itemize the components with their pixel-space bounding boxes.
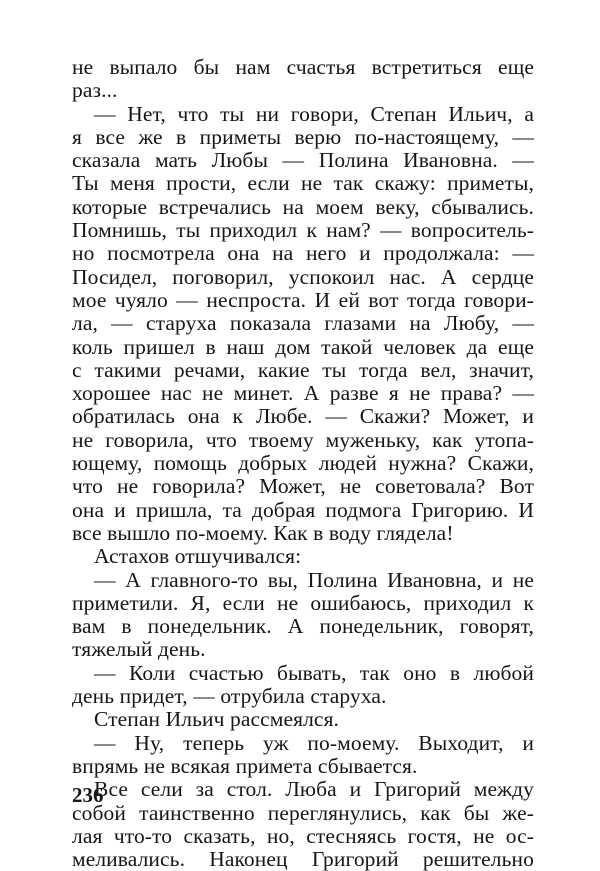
text-line: с такими речами, какие ты тогда вел, значит, <box>72 357 534 382</box>
text-line: тяжелый день. <box>72 637 206 662</box>
text-line: — Нет, что ты ни говори, Степан Ильич, а <box>94 101 534 126</box>
text-line: ющему, помощь добрых людей нужна? Скажи, <box>72 451 534 476</box>
text-line: она и пришла, та добрая подмога Григорию. И <box>72 497 534 522</box>
text-line: лая что-то сказать, но, стесняясь гостя, не ос- <box>72 823 534 848</box>
text-line: впрямь не всякая примета сбывается. <box>72 753 418 778</box>
text-line: Все сели за стол. Люба и Григорий между <box>94 777 534 802</box>
text-line: не выпало бы нам счастья встретиться еще <box>72 55 534 79</box>
text-line: коль пришел в наш дом такой человек да еще <box>72 334 534 359</box>
text-line: приметили. Я, если не ошибаюсь, приходил к <box>72 590 534 615</box>
text-line: вам в понедельник. А понедельник, говорят, <box>72 614 534 639</box>
text-line: — Ну, теперь уж по-моему. Выходит, и <box>94 730 534 755</box>
text-line: что не говорила? Может, не советовала? Вот <box>72 474 534 499</box>
text-line: все вышло по-моему. Как в воду глядела! <box>72 520 454 545</box>
text-line: которые встречались на моем веку, сбывались. <box>72 194 534 219</box>
text-line: Помнишь, ты приходил к нам? — вопроситель- <box>72 218 534 243</box>
page-number: 236 <box>72 783 104 807</box>
text-line: обратилась она к Любе. — Скажи? Может, и <box>72 404 534 429</box>
text-line: меливались. Наконец Григорий решительно <box>72 847 534 871</box>
text-line: ла, — старуха показала глазами на Любу, — <box>72 311 534 336</box>
text-line: Посидел, поговорил, успокоил нас. А сердце <box>72 264 534 289</box>
text-line: Степан Ильич рассмеялся. <box>94 707 340 732</box>
text-line: мое чуяло — неспроста. И ей вот тогда говори- <box>72 287 534 312</box>
text-line: я все же в приметы верю по-настоящему, — <box>72 124 534 149</box>
text-line: день придет, — отрубила старуха. <box>72 684 387 709</box>
text-line: но посмотрела она на него и продолжала: — <box>72 241 534 266</box>
body-text <box>72 56 534 871</box>
text-line: собой таинственно переглянулись, как бы же- <box>72 800 534 825</box>
text-line: раз... <box>72 78 118 103</box>
text-line: хорошее нас не минет. А разве я не права? — <box>72 381 534 406</box>
text-line: Ты меня прости, если не так скажу: приметы, <box>72 171 534 196</box>
text-line: — А главного-то вы, Полина Ивановна, и не <box>94 567 534 592</box>
text-line: сказала мать Любы — Полина Ивановна. — <box>72 148 534 173</box>
text-line: Астахов отшучивался: <box>94 544 302 569</box>
text-line: — Коли счастью бывать, так оно в любой <box>94 660 534 685</box>
text-line: не говорила, что твоему муженьку, как утопа- <box>72 427 534 452</box>
